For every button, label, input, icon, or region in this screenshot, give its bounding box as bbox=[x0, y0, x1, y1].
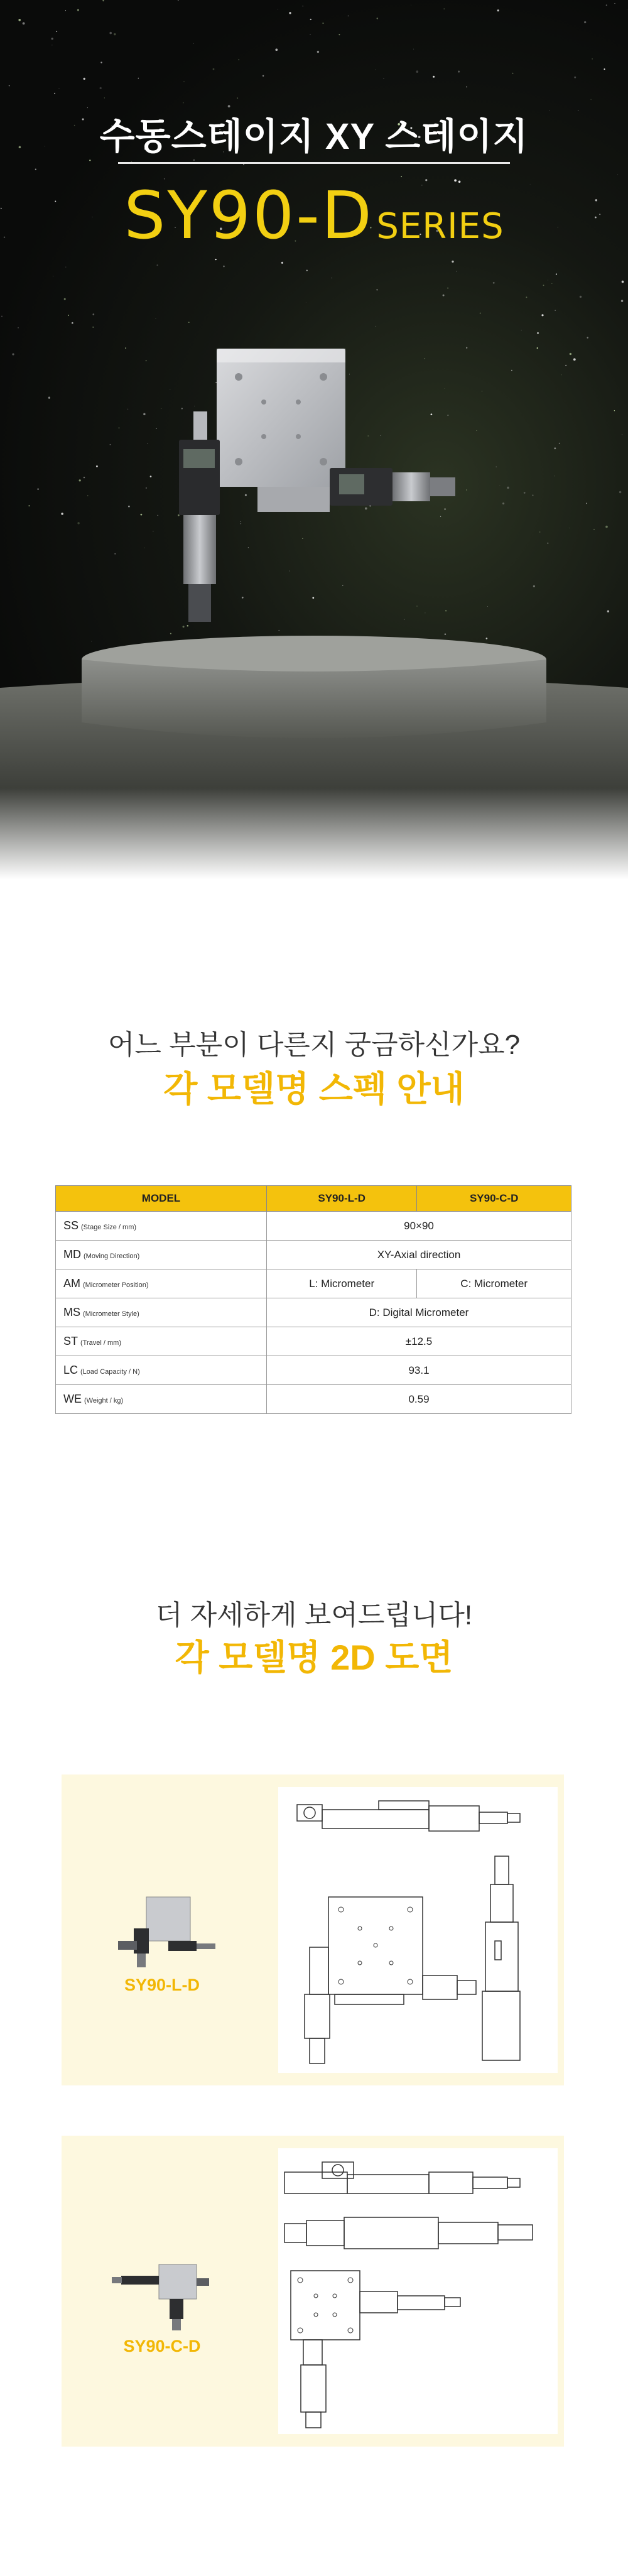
row-desc: (Micrometer Style) bbox=[83, 1310, 139, 1318]
row-code: AM bbox=[63, 1277, 80, 1290]
hero-kicker: 수동스테이지 XY 스테이지 bbox=[99, 116, 529, 157]
header-sy90-l-d: SY90-L-D bbox=[267, 1186, 417, 1212]
row-code: ST bbox=[63, 1335, 78, 1347]
table-row bbox=[56, 1241, 571, 1269]
hero-divider bbox=[118, 162, 510, 164]
row-label bbox=[56, 1298, 267, 1327]
spec-question: 어느 부분이 다른지 궁금하신가요? bbox=[107, 1030, 521, 1060]
spec-heading: 각 모델명 스펙 안내 bbox=[163, 1069, 465, 1109]
hero-banner bbox=[0, 0, 628, 879]
row-desc: (Load Capacity / N) bbox=[80, 1368, 140, 1376]
header-model: MODEL bbox=[56, 1186, 267, 1212]
technical-drawing bbox=[278, 1787, 558, 2073]
table-row bbox=[56, 1212, 571, 1241]
drawing-panel-sy90-c-d bbox=[62, 2136, 564, 2447]
product-thumbnail bbox=[99, 1891, 225, 1972]
hero-title-main: SY90-D bbox=[124, 177, 374, 254]
row-code: WE bbox=[63, 1393, 82, 1405]
row-value: XY-Axial direction bbox=[267, 1241, 571, 1269]
drawing-heading: 각 모델명 2D 도면 bbox=[175, 1638, 453, 1677]
table-row bbox=[56, 1298, 571, 1327]
row-label bbox=[56, 1269, 267, 1298]
row-value: ±12.5 bbox=[267, 1327, 571, 1356]
table-row bbox=[56, 1327, 571, 1356]
hero-title bbox=[0, 177, 628, 253]
row-value: 0.59 bbox=[267, 1385, 571, 1414]
row-code: LC bbox=[63, 1364, 78, 1376]
row-value-c: C: Micrometer bbox=[417, 1269, 571, 1298]
row-label bbox=[56, 1327, 267, 1356]
model-name-label: SY90-L-D bbox=[124, 1975, 200, 1994]
row-value: 90×90 bbox=[267, 1212, 571, 1241]
row-desc: (Stage Size / mm) bbox=[81, 1224, 137, 1231]
product-thumbnail bbox=[99, 2252, 225, 2334]
spec-table bbox=[55, 1185, 571, 1414]
header-sy90-c-d: SY90-C-D bbox=[417, 1186, 571, 1212]
row-label bbox=[56, 1385, 267, 1414]
row-value: D: Digital Micrometer bbox=[267, 1298, 571, 1327]
drawing-panel-sy90-l-d bbox=[62, 1774, 564, 2085]
row-desc: (Travel / mm) bbox=[80, 1339, 121, 1347]
table-row bbox=[56, 1385, 571, 1414]
row-code: MD bbox=[63, 1248, 81, 1261]
table-row bbox=[56, 1356, 571, 1385]
row-value-l: L: Micrometer bbox=[267, 1269, 417, 1298]
drawing-question: 더 자세하게 보여드립니다! bbox=[155, 1600, 473, 1631]
model-name-label: SY90-C-D bbox=[123, 2337, 201, 2356]
row-desc: (Weight / kg) bbox=[84, 1397, 124, 1405]
row-label bbox=[56, 1212, 267, 1241]
row-label bbox=[56, 1356, 267, 1385]
row-code: SS bbox=[63, 1219, 79, 1232]
row-desc: (Micrometer Position) bbox=[83, 1281, 149, 1289]
row-desc: (Moving Direction) bbox=[84, 1253, 140, 1260]
hero-title-sub: SERIES bbox=[376, 206, 504, 247]
row-label bbox=[56, 1241, 267, 1269]
technical-drawing bbox=[278, 2148, 558, 2434]
row-code: MS bbox=[63, 1306, 80, 1318]
row-value: 93.1 bbox=[267, 1356, 571, 1385]
spec-table-header-row bbox=[56, 1186, 571, 1212]
table-row bbox=[56, 1269, 571, 1298]
